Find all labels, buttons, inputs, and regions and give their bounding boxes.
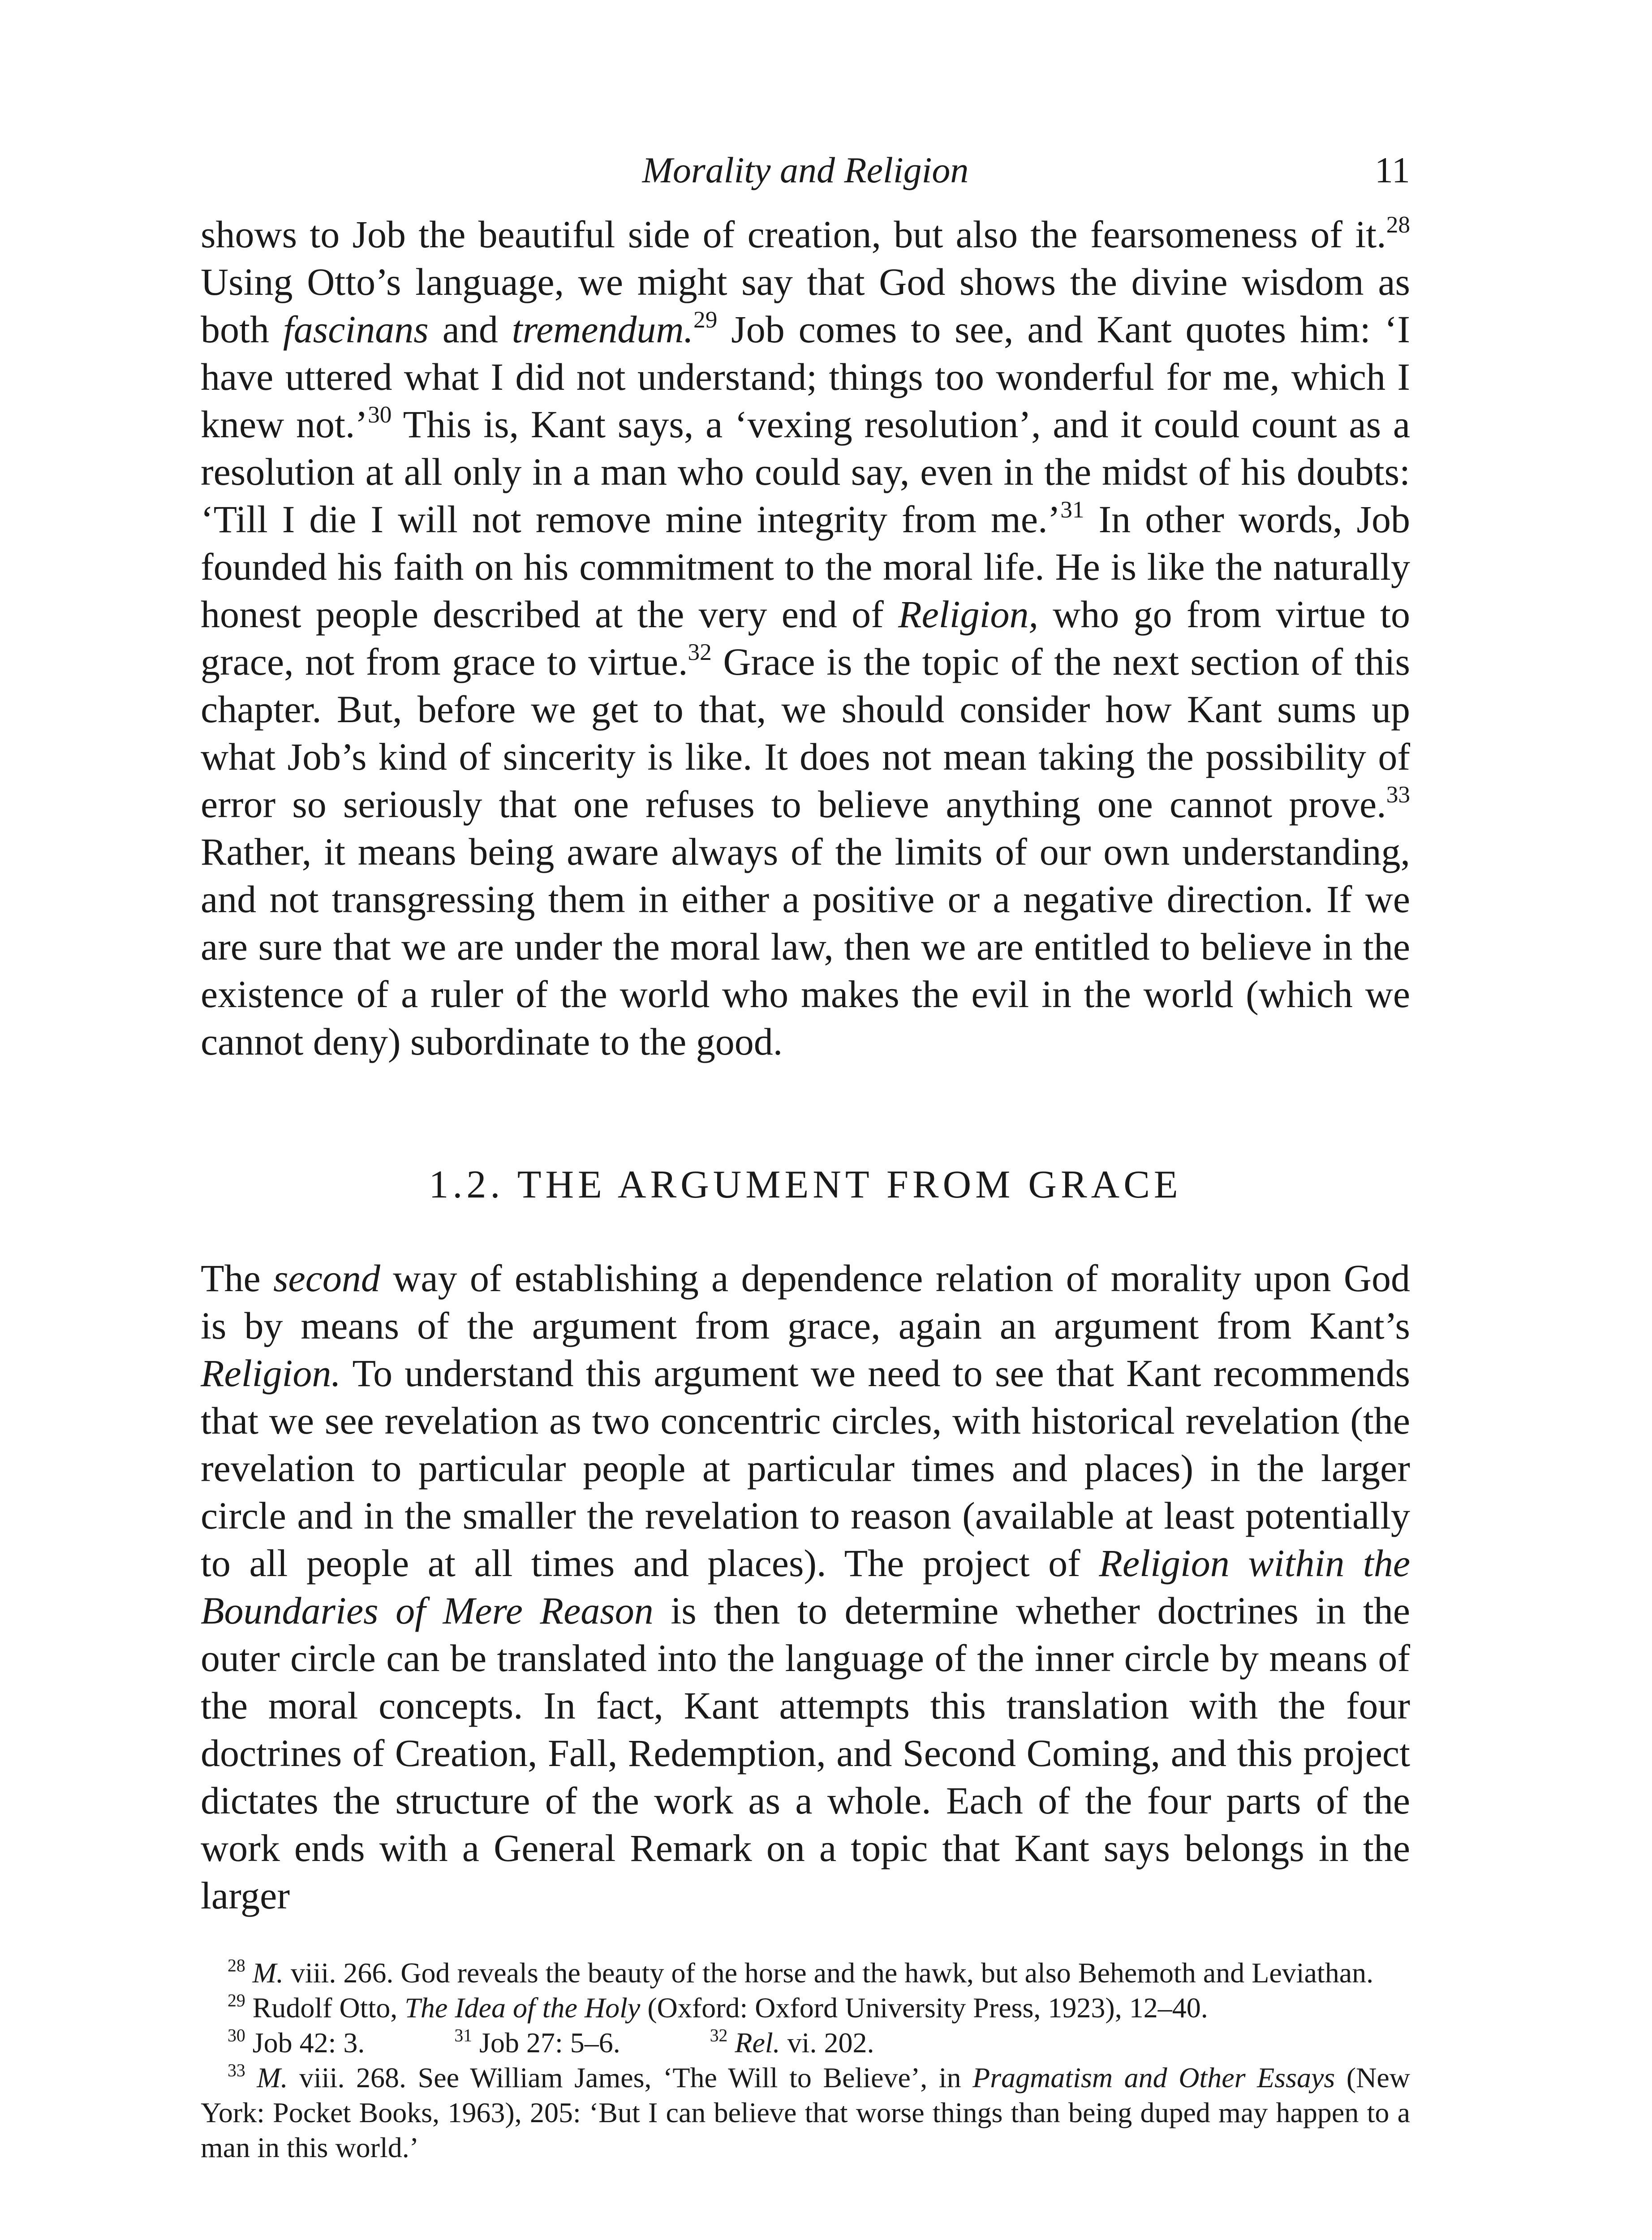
section-heading: 1.2. THE ARGUMENT FROM GRACE [429, 1163, 1182, 1206]
footnote-32: $^{32}$ Rel. vi. 202. [710, 2025, 874, 2059]
page-number: 11 [1375, 150, 1410, 190]
footnote-30: $^{30}$ Job 42: 3. [228, 2025, 365, 2059]
paragraph-job-sincerity: shows to Job the beautiful side of creation, but also the fearsomeness of it.$^{28}$ Using Otto’s language, we might say that God shows the divine wisdom as both fascinans and tremendum.$^{29}$ Job comes to see, and Kant quotes him: ‘I have uttered what I did not understand; things too wonderful for me, which I knew not.’$^{30}$ This is, Kant says, a ‘vexing resolution’, and it could count as a resolution at all only in a man who could say, even in the midst of his doubts: ‘Till I die I will not remove mine integrity from me.’$^{31}$ In other words, Job founded his faith on his commitment to the moral life. He is like the naturally honest people described at the very end of Religion, who go from virtue to grace, not from grace to virtue.$^{32}$ Grace is the topic of the next section of this chapter. But, before we get to that, we should consider how Kant sums up what Job’s kind of sincerity is like. It does not mean taking the possibility of error so seriously that one refuses to believe anything one cannot prove.$^{33}$ Rather, it means being aware always of the limits of our own understanding, and not transgressing them in either a positive or a negative direction. If we are sure that we are under the moral law, then we are entitled to believe in the existence of a ruler of the world who makes the evil in the world (which we cannot deny) subordinate to the good. [201, 211, 1410, 1063]
footnote-ref-29[interactable]: 29 [693, 306, 718, 333]
footnote-28: $^{28}$ M. viii. 266. God reveals the beauty of the horse and the hawk, but also Behemoth and Leviathan. [228, 1956, 1374, 1989]
footnote-31: $^{31}$ Job 27: 5–6. [454, 2025, 620, 2059]
footnote-ref-33[interactable]: 33 [1386, 780, 1410, 808]
footnote-ref-31[interactable]: 31 [1060, 495, 1084, 523]
footnote-ref-30[interactable]: 30 [368, 401, 392, 428]
paragraph-argument-from-grace: The second way of establishing a dependence relation of morality upon God is by means of the argument from grace, again an argument from Kant’s Religion. To understand this argument we need to see that Kant recommends that we see revelation as two concentric circles, with historical revelation (the revelation to particular people at particular times and places) in the larger circle and in the smaller the revelation to reason (available at least potentially to all people at all times and places). The project of Religion within the Boundaries of Mere Reason is then to determine whether doctrines in the outer circle can be translated into the language of the inner circle by means of the moral concepts. In fact, Kant attempts this translation with the four doctrines of Creation, Fall, Redemption, and Second Coming, and this project dictates the structure of the work as a whole. Each of the four parts of the work ends with a General Remark on a topic that Kant says belongs in the larger [201, 1257, 1410, 1917]
running-title: Morality and Religion [642, 150, 969, 190]
footnote-row-30-32 [201, 2025, 1410, 2060]
footnote-33: $^{33}$ M. viii. 268. See William James, ‘The Will to Believe’, in Pragmatism and Other Essays (New York: Pocket Books, 1963), 205: ‘But I can believe that worse things than being duped may happen to a man in this world.’ [201, 2060, 1411, 2163]
footnote-ref-32[interactable]: 32 [688, 638, 712, 665]
running-head [201, 143, 1410, 197]
footnote-29: $^{29}$ Rudolf Otto, The Idea of the Holy (Oxford: Oxford University Press, 1923), 12–40. [228, 1990, 1208, 2024]
footnote-ref-28[interactable]: 28 [1386, 211, 1410, 238]
footnotes [201, 1956, 1410, 2165]
